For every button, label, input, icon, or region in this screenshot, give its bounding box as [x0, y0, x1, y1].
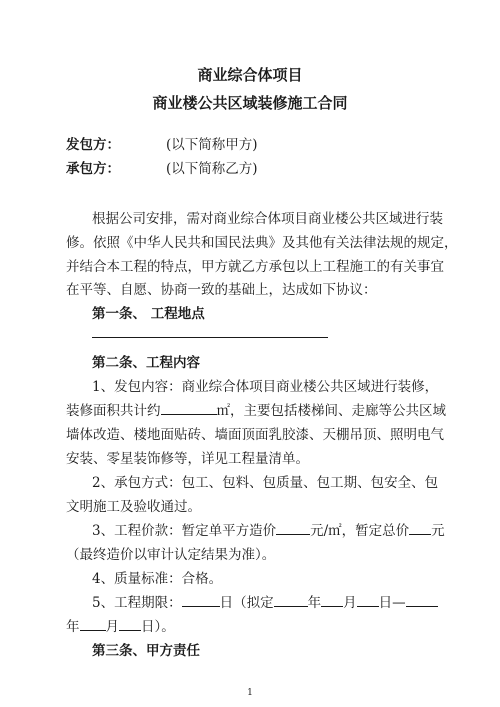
item-2-line-2: 文明施工及验收通过。: [66, 499, 201, 515]
end-day-blank: [119, 617, 141, 631]
item-5-end-year-label: 年: [66, 619, 80, 635]
document-title-project: 商业综合体项目: [197, 66, 303, 84]
item-4-line: 4、质量标准：合格。: [92, 571, 223, 587]
area-blank: [161, 401, 217, 415]
item-1-area-suffix: ㎡，主要包括楼梯间、走廊等公共区域: [216, 403, 446, 419]
item-3-total-prefix: 元/㎡，暂定总价: [310, 523, 410, 539]
party-a-note: (以下简称甲方): [166, 137, 258, 153]
intro-line-4: 在平等、自愿、协商一致的基础上，达成如下协议：: [66, 282, 377, 298]
intro-line-3: 并结合本工程的特点，甲方就乙方承包以上工程施工的有关事宜: [66, 259, 444, 275]
item-5-year-label: 年: [307, 595, 322, 611]
party-b-label: 承包方：: [66, 161, 120, 177]
article-3-heading: 第三条、甲方责任: [92, 643, 200, 659]
item-5-end-month-label: 月: [105, 619, 119, 635]
intro-line-2: 修。依照《中华人民共和国民法典》及其他有关法律法规的规定，: [66, 235, 458, 251]
article-2-heading: 第二条、工程内容: [92, 355, 200, 371]
intro-line-1: 根据公司安排，需对商业综合体项目商业楼公共区域进行装: [92, 211, 443, 227]
party-b-note: (以下简称乙方): [166, 161, 258, 177]
item-3-total-suffix: 元: [431, 523, 445, 539]
document-title-contract: 商业楼公共区域装修施工合同: [152, 94, 348, 112]
item-5-duration-prefix: 5、工程期限：: [92, 595, 182, 611]
item-1-line-4: 安装、零星装饰修等，详见工程量清单。: [66, 451, 309, 467]
unit-price-blank: [276, 521, 310, 535]
party-a-label: 发包方：: [66, 137, 120, 153]
start-year-blank: [274, 593, 308, 607]
end-month-blank: [80, 617, 106, 631]
duration-blank: [182, 593, 220, 607]
item-5-start-prefix: 日（拟定: [219, 595, 274, 611]
item-3-unit-price-prefix: 3、工程价款：暂定单平方造价: [92, 523, 277, 539]
item-3-line-2: （最终造价以审计认定结果为准）。: [66, 547, 276, 563]
end-year-blank: [406, 593, 438, 607]
item-5-end-suffix: 日）。: [141, 619, 175, 635]
item-3-line-1: [92, 519, 445, 539]
item-5-line-2: [66, 615, 175, 635]
item-1-line-2: [66, 399, 446, 419]
item-1-line-1: 1、发包内容：商业综合体项目商业楼公共区域进行装修，: [92, 379, 439, 395]
item-1-line-3: 墙体改造、楼地面贴砖、墙面顶面乳胶漆、天棚吊顶、照明电气: [66, 427, 444, 443]
address-blank-line: [92, 337, 328, 338]
item-5-day-label: 日—: [378, 595, 406, 611]
item-5-line-1: [92, 591, 438, 611]
item-1-area-prefix: 装修面积共计约: [66, 403, 161, 419]
article-1-heading: 第一条、 工程地点: [92, 306, 205, 322]
page-number: 1: [247, 688, 253, 698]
item-5-month-label: 月: [343, 595, 357, 611]
item-2-line-1: 2、承包方式：包工、包料、包质量、包工期、包安全、包: [92, 475, 439, 491]
start-month-blank: [321, 593, 343, 607]
total-price-blank: [409, 521, 431, 535]
start-day-blank: [357, 593, 379, 607]
